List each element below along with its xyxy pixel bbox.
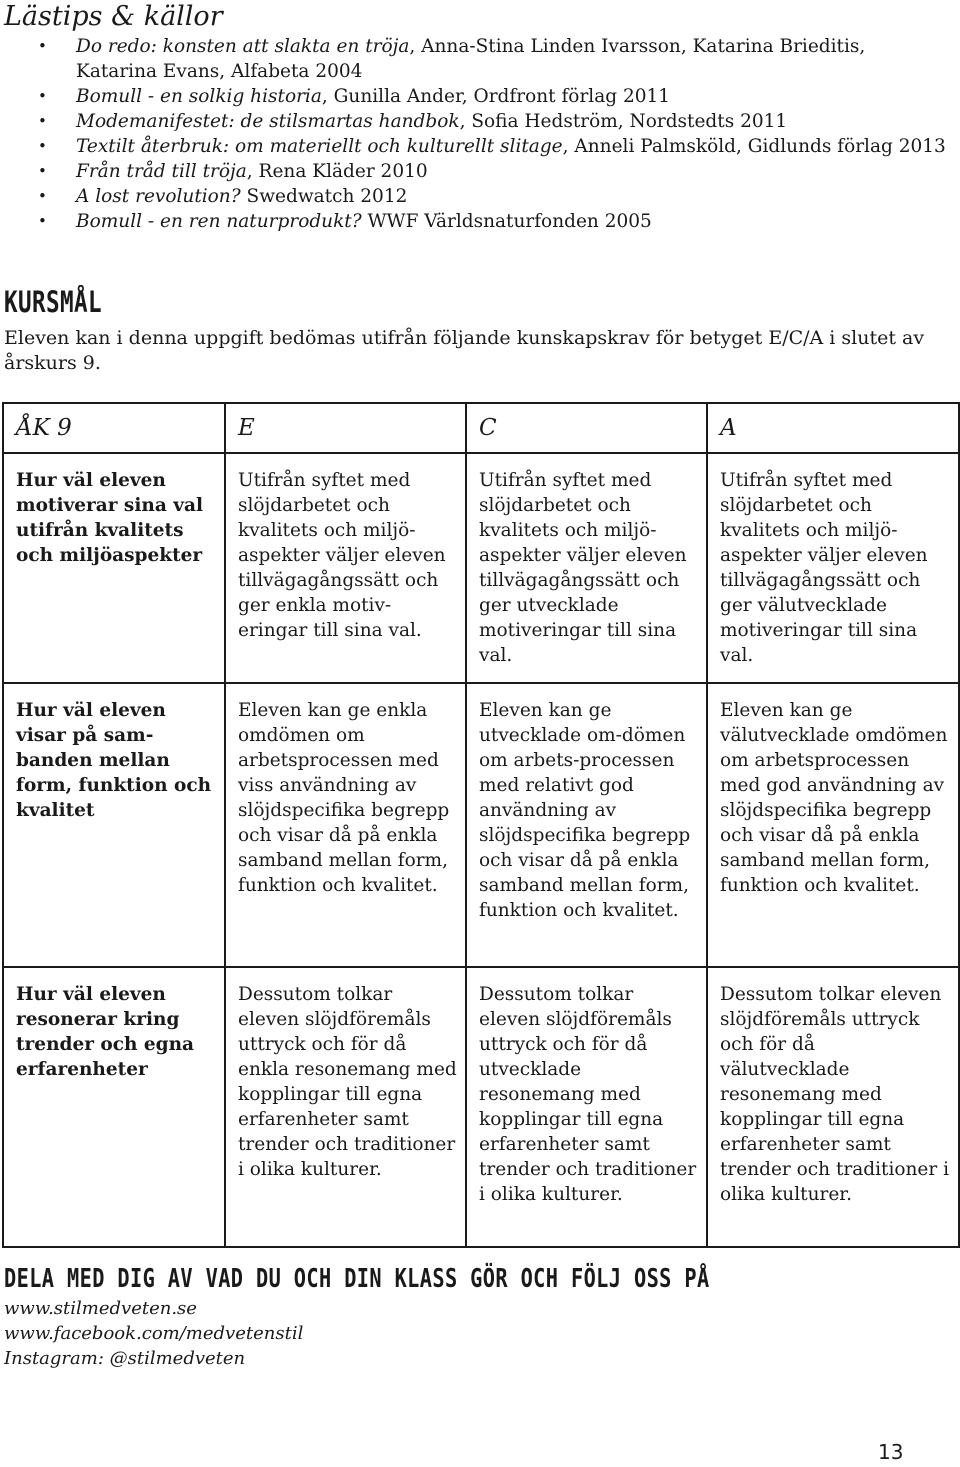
reference-details: , Gunilla Ander, Ordfront förlag 2011 bbox=[321, 86, 671, 107]
grade-c-cell: Eleven kan ge utvecklade om-dömen om arbets-processen med relativt god användning av slöjdspecifika begrepp och visar då på enkla samband mellan form, funktion och kvalitet. bbox=[466, 683, 707, 967]
reference-details: , Sofia Hedström, Nordstedts 2011 bbox=[459, 111, 788, 132]
reference-details: , Anneli Palmsköld, Gidlunds förlag 2013 bbox=[562, 136, 946, 157]
table-header-row bbox=[3, 403, 959, 453]
bullet-icon: • bbox=[38, 87, 47, 105]
grading-table bbox=[2, 402, 960, 1248]
list-item bbox=[0, 109, 950, 134]
bullet-icon: • bbox=[38, 187, 47, 205]
facebook-link[interactable]: www.facebook.com/medvetenstil bbox=[4, 1323, 304, 1344]
reading-list bbox=[0, 34, 950, 234]
share-links bbox=[4, 1296, 303, 1371]
list-item bbox=[0, 84, 950, 109]
list-item bbox=[0, 209, 950, 234]
reference-title: Do redo: konsten att slakta en tröja bbox=[76, 36, 410, 57]
reference-title: Modemanifestet: de stilsmartas handbok bbox=[76, 111, 460, 132]
bullet-icon: • bbox=[38, 37, 47, 55]
grade-c-cell: Utifrån syftet med slöjdarbetet och kvalitets och miljö-aspekter väljer eleven tillvägagångssätt och ger utvecklade motiveringar till sina val. bbox=[466, 453, 707, 683]
header-grade-e: E bbox=[225, 403, 466, 453]
table-row bbox=[3, 967, 959, 1247]
reading-tips-heading: Lästips & källor bbox=[4, 1, 223, 32]
grade-a-cell: Utifrån syftet med slöjdarbetet och kvalitets och miljö-aspekter väljer eleven tillvägagångssätt och ger välutvecklade motiveringar till sina val. bbox=[707, 453, 959, 683]
grade-e-cell: Eleven kan ge enkla omdömen om arbetsprocessen med viss användning av slöjdspecifika begrepp och visar då på enkla samband mellan form, funktion och kvalitet. bbox=[225, 683, 466, 967]
list-item bbox=[0, 34, 950, 84]
header-grade-year: ÅK 9 bbox=[3, 403, 225, 453]
bullet-icon: • bbox=[38, 112, 47, 130]
grade-a-cell: Eleven kan ge välutvecklade omdömen om arbetsprocessen med god användning av slöjdspecifika begrepp och visar då på enkla samband mellan form, funktion och kvalitet. bbox=[707, 683, 959, 967]
criterion-cell: Hur väl eleven visar på sam-banden mellan form, funktion och kvalitet bbox=[3, 683, 225, 967]
reference-details: Swedwatch 2012 bbox=[240, 186, 408, 207]
criterion-cell: Hur väl eleven motiverar sina val utifrån kvalitets och miljöaspekter bbox=[3, 453, 225, 683]
instagram-link[interactable]: Instagram: @stilmedveten bbox=[4, 1348, 246, 1369]
share-heading bbox=[4, 1262, 710, 1296]
page-number: 13 bbox=[878, 1440, 904, 1464]
list-item bbox=[0, 159, 950, 184]
share-heading-text: DELA MED DIG AV VAD DU OCH DIN KLASS GÖR OCH FÖLJ OSS PÅ bbox=[4, 1264, 710, 1294]
course-goals-heading bbox=[4, 284, 102, 320]
reference-title: Från tråd till tröja bbox=[76, 161, 247, 182]
reference-details: WWF Världsnaturfonden 2005 bbox=[361, 211, 652, 232]
grade-e-cell: Utifrån syftet med slöjdarbetet och kvalitets och miljö-aspekter väljer eleven tillvägagångssätt och ger enkla motiv-eringar till sina val. bbox=[225, 453, 466, 683]
header-grade-a: A bbox=[707, 403, 959, 453]
list-item bbox=[0, 184, 950, 209]
grade-e-cell: Dessutom tolkar eleven slöjdföremåls uttryck och för då enkla resonemang med kopplingar till egna erfarenheter samt trender och traditioner i olika kulturer. bbox=[225, 967, 466, 1247]
bullet-icon: • bbox=[38, 212, 47, 230]
bullet-icon: • bbox=[38, 162, 47, 180]
reference-title: Textilt återbruk: om materiellt och kulturellt slitage bbox=[76, 136, 563, 157]
website-link[interactable]: www.stilmedveten.se bbox=[4, 1298, 197, 1319]
course-goals-intro: Eleven kan i denna uppgift bedömas utifrån följande kunskapskrav för betyget E/C/A i slutet av årskurs 9. bbox=[4, 327, 925, 374]
reference-title: A lost revolution? bbox=[76, 186, 241, 207]
table-row bbox=[3, 453, 959, 683]
reference-details: , Rena Kläder 2010 bbox=[246, 161, 428, 182]
reference-title: Bomull - en solkig historia bbox=[76, 86, 322, 107]
grade-a-cell: Dessutom tolkar eleven slöjdföremåls uttryck och för då välutvecklade resonemang med kopplingar till egna erfarenheter samt trender och traditioner i olika kulturer. bbox=[707, 967, 959, 1247]
grade-c-cell: Dessutom tolkar eleven slöjdföremåls uttryck och för då utvecklade resonemang med kopplingar till egna erfarenheter samt trender och traditioner i olika kulturer. bbox=[466, 967, 707, 1247]
reference-title: Bomull - en ren naturprodukt? bbox=[76, 211, 362, 232]
reference-details: , Anna-Stina Linden Ivarsson, Katarina Brieditis, Katarina Evans, Alfabeta 2004 bbox=[76, 36, 866, 82]
criterion-cell: Hur väl eleven resonerar kring trender och egna erfarenheter bbox=[3, 967, 225, 1247]
table-row bbox=[3, 683, 959, 967]
list-item bbox=[0, 134, 950, 159]
course-goals-heading-text: KURSMÅL bbox=[4, 285, 103, 319]
bullet-icon: • bbox=[38, 137, 47, 155]
header-grade-c: C bbox=[466, 403, 707, 453]
